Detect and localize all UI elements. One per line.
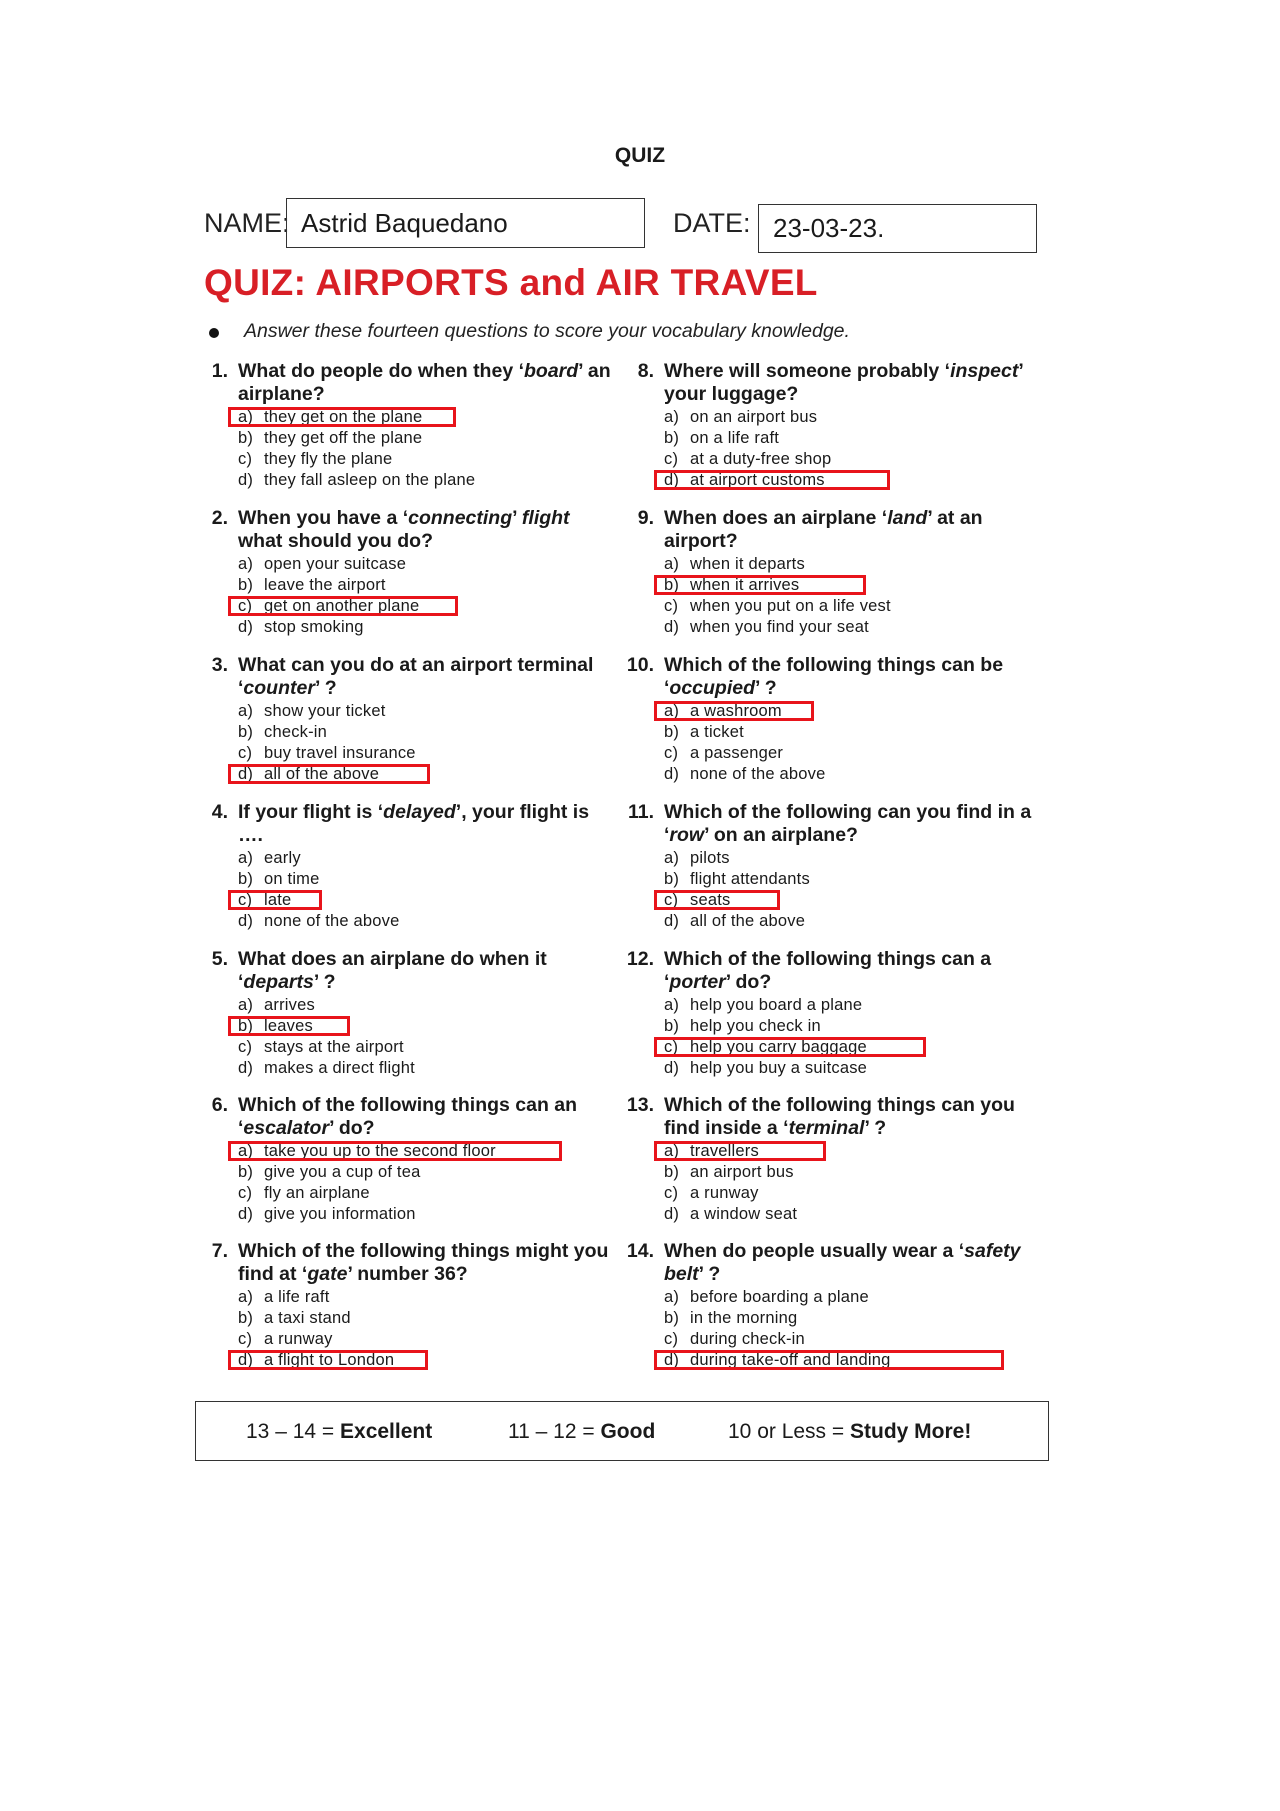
option-text: an airport bus bbox=[690, 1163, 794, 1181]
answer-option[interactable] bbox=[238, 1037, 618, 1058]
answer-option[interactable] bbox=[238, 1329, 618, 1350]
selected-answer-option[interactable] bbox=[238, 890, 618, 911]
score-good: 11 – 12 = Good bbox=[508, 1420, 656, 1443]
answer-option[interactable] bbox=[664, 1058, 1044, 1079]
answer-option[interactable] bbox=[664, 722, 1044, 743]
quiz-title: QUIZ: AIRPORTS and AIR TRAVEL bbox=[204, 262, 818, 303]
answer-option[interactable] bbox=[664, 1308, 1044, 1329]
answer-option[interactable] bbox=[238, 1308, 618, 1329]
option-letter: d) bbox=[238, 765, 254, 783]
question-14 bbox=[624, 1240, 1044, 1371]
option-letter: c) bbox=[238, 1184, 253, 1202]
answer-option[interactable] bbox=[664, 848, 1044, 869]
score-study-more: 10 or Less = Study More! bbox=[728, 1420, 972, 1443]
selected-answer-option[interactable] bbox=[664, 701, 1044, 722]
question-7 bbox=[198, 1240, 618, 1371]
answer-option[interactable] bbox=[664, 743, 1044, 764]
question-text: When does an airplane ‘land’ at an airport? bbox=[664, 507, 983, 552]
option-letter: a) bbox=[664, 1142, 680, 1160]
option-letter: b) bbox=[664, 1309, 680, 1327]
option-letter: c) bbox=[664, 1184, 679, 1202]
answer-option[interactable] bbox=[238, 1204, 618, 1225]
option-text: none of the above bbox=[690, 765, 826, 783]
option-letter: d) bbox=[664, 1205, 680, 1223]
option-text: stays at the airport bbox=[264, 1038, 404, 1056]
question-text: What can you do at an airport terminal ‘counter’ ? bbox=[238, 654, 594, 699]
option-letter: a) bbox=[238, 849, 254, 867]
answer-option[interactable] bbox=[664, 1329, 1044, 1350]
option-letter: a) bbox=[664, 702, 680, 720]
option-text: a flight to London bbox=[264, 1351, 395, 1369]
option-text: at airport customs bbox=[690, 471, 825, 489]
question-number: 7. bbox=[211, 1240, 228, 1262]
option-letter: b) bbox=[238, 1309, 254, 1327]
question-text: Which of the following things might you find at ‘gate’ number 36? bbox=[238, 1240, 609, 1285]
score-excellent: 13 – 14 = Excellent bbox=[246, 1420, 433, 1443]
name-field[interactable] bbox=[286, 198, 645, 248]
option-letter: d) bbox=[664, 1351, 680, 1369]
question-number: 14. bbox=[626, 1240, 654, 1262]
answer-option[interactable] bbox=[238, 869, 618, 890]
option-text: pilots bbox=[690, 849, 730, 867]
option-text: when you find your seat bbox=[690, 618, 869, 636]
option-text: at a duty-free shop bbox=[690, 450, 832, 468]
question-text: If your flight is ‘delayed’, your flight is …. bbox=[238, 801, 590, 846]
option-text: late bbox=[264, 891, 292, 909]
question-number: 11. bbox=[627, 801, 654, 823]
question-1 bbox=[198, 360, 618, 491]
answer-option[interactable] bbox=[238, 1183, 618, 1204]
option-letter: a) bbox=[664, 849, 680, 867]
option-letter: b) bbox=[238, 870, 254, 888]
option-letter: d) bbox=[664, 912, 680, 930]
question-number: 2. bbox=[211, 507, 228, 529]
option-text: flight attendants bbox=[690, 870, 810, 888]
question-11 bbox=[624, 801, 1044, 932]
option-letter: a) bbox=[238, 702, 254, 720]
option-letter: c) bbox=[664, 597, 679, 615]
selected-answer-option[interactable] bbox=[664, 1037, 1044, 1058]
answer-option[interactable] bbox=[664, 1162, 1044, 1183]
option-text: help you carry baggage bbox=[690, 1038, 867, 1056]
answer-option[interactable] bbox=[238, 449, 618, 470]
date-label: DATE: bbox=[673, 208, 751, 238]
option-text: help you check in bbox=[690, 1017, 821, 1035]
answer-option[interactable] bbox=[238, 911, 618, 932]
name-value: Astrid Baquedano bbox=[301, 207, 508, 238]
option-text: take you up to the second floor bbox=[264, 1142, 496, 1160]
selected-answer-option[interactable] bbox=[238, 596, 618, 617]
selected-answer-option[interactable] bbox=[664, 890, 1044, 911]
option-text: a washroom bbox=[690, 702, 782, 720]
option-letter: b) bbox=[238, 723, 254, 741]
option-text: give you a cup of tea bbox=[264, 1163, 421, 1181]
selected-answer-option[interactable] bbox=[238, 1016, 618, 1037]
answer-option[interactable] bbox=[238, 743, 618, 764]
question-4 bbox=[198, 801, 618, 932]
option-letter: d) bbox=[238, 1059, 254, 1077]
option-text: makes a direct flight bbox=[264, 1059, 415, 1077]
question-text: Which of the following things can you find inside a ‘terminal’ ? bbox=[664, 1094, 1015, 1139]
question-number: 8. bbox=[637, 360, 654, 382]
answer-option[interactable] bbox=[664, 1204, 1044, 1225]
option-letter: b) bbox=[664, 576, 680, 594]
option-letter: d) bbox=[664, 618, 680, 636]
option-text: get on another plane bbox=[264, 597, 420, 615]
selected-answer-option[interactable] bbox=[664, 470, 1044, 491]
question-text: Which of the following things can an ‘escalator’ do? bbox=[238, 1094, 578, 1139]
instructions: Answer these fourteen questions to score your vocabulary knowledge. bbox=[244, 320, 850, 342]
answer-option[interactable] bbox=[238, 1287, 618, 1308]
answer-option[interactable] bbox=[238, 554, 618, 575]
option-letter: d) bbox=[238, 1351, 254, 1369]
option-text: in the morning bbox=[690, 1309, 798, 1327]
question-13 bbox=[624, 1094, 1044, 1225]
date-field[interactable] bbox=[758, 204, 1037, 253]
option-text: they fly the plane bbox=[264, 450, 393, 468]
answer-option[interactable] bbox=[664, 596, 1044, 617]
option-text: a taxi stand bbox=[264, 1309, 351, 1327]
date-value: 23-03-23. bbox=[773, 213, 885, 243]
option-text: before boarding a plane bbox=[690, 1288, 869, 1306]
question-text: Where will someone probably ‘inspect’ your luggage? bbox=[664, 360, 1023, 405]
option-text: during check-in bbox=[690, 1330, 805, 1348]
option-letter: b) bbox=[238, 429, 254, 447]
answer-option[interactable] bbox=[664, 1016, 1044, 1037]
question-number: 12. bbox=[626, 948, 654, 970]
option-letter: d) bbox=[238, 618, 254, 636]
option-text: seats bbox=[690, 891, 731, 909]
option-letter: b) bbox=[664, 429, 680, 447]
option-letter: a) bbox=[238, 408, 254, 426]
option-letter: b) bbox=[664, 1017, 680, 1035]
option-letter: c) bbox=[238, 1330, 253, 1348]
option-text: they fall asleep on the plane bbox=[264, 471, 476, 489]
question-8 bbox=[624, 360, 1044, 491]
option-letter: d) bbox=[238, 471, 254, 489]
option-text: a runway bbox=[264, 1330, 333, 1348]
answer-option[interactable] bbox=[238, 428, 618, 449]
option-letter: b) bbox=[238, 1017, 254, 1035]
answer-option[interactable] bbox=[664, 428, 1044, 449]
selected-answer-option[interactable] bbox=[664, 575, 1044, 596]
option-letter: c) bbox=[664, 1038, 679, 1056]
selected-answer-option[interactable] bbox=[238, 1141, 618, 1162]
option-letter: a) bbox=[238, 1288, 254, 1306]
answer-option[interactable] bbox=[664, 764, 1044, 785]
page-label: QUIZ bbox=[614, 144, 666, 167]
question-10 bbox=[624, 654, 1044, 785]
option-text: early bbox=[264, 849, 301, 867]
answer-option[interactable] bbox=[664, 995, 1044, 1016]
question-text: When do people usually wear a ‘safety belt’ ? bbox=[664, 1240, 1021, 1285]
option-letter: b) bbox=[664, 870, 680, 888]
answer-option[interactable] bbox=[664, 1287, 1044, 1308]
option-letter: a) bbox=[238, 555, 254, 573]
question-text: What do people do when they ‘board’ an airplane? bbox=[238, 360, 611, 405]
answer-option[interactable] bbox=[664, 1183, 1044, 1204]
option-letter: c) bbox=[664, 744, 679, 762]
question-number: 4. bbox=[211, 801, 228, 823]
answer-option[interactable] bbox=[664, 911, 1044, 932]
option-letter: a) bbox=[238, 1142, 254, 1160]
name-label: NAME: bbox=[204, 208, 290, 238]
option-letter: c) bbox=[238, 450, 253, 468]
question-5 bbox=[198, 948, 618, 1079]
option-text: a runway bbox=[690, 1184, 759, 1202]
option-letter: b) bbox=[664, 723, 680, 741]
option-text: when it departs bbox=[690, 555, 805, 573]
selected-answer-option[interactable] bbox=[664, 1141, 1044, 1162]
answer-option[interactable] bbox=[664, 449, 1044, 470]
question-number: 1. bbox=[211, 360, 228, 382]
question-number: 13. bbox=[626, 1094, 654, 1116]
question-12 bbox=[624, 948, 1044, 1079]
option-letter: c) bbox=[238, 597, 253, 615]
option-text: all of the above bbox=[264, 765, 380, 783]
question-2 bbox=[198, 507, 618, 638]
option-letter: b) bbox=[238, 1163, 254, 1181]
option-text: on a life raft bbox=[690, 429, 780, 447]
option-text: leave the airport bbox=[264, 576, 386, 594]
option-text: a window seat bbox=[690, 1205, 798, 1223]
question-number: 6. bbox=[211, 1094, 228, 1116]
selected-answer-option[interactable] bbox=[238, 764, 618, 785]
option-letter: c) bbox=[664, 891, 679, 909]
question-number: 3. bbox=[211, 654, 228, 676]
answer-option[interactable] bbox=[238, 470, 618, 491]
option-text: help you board a plane bbox=[690, 996, 863, 1014]
option-letter: c) bbox=[664, 1330, 679, 1348]
answer-option[interactable] bbox=[238, 1058, 618, 1079]
selected-answer-option[interactable] bbox=[238, 1350, 618, 1371]
option-text: fly an airplane bbox=[264, 1184, 370, 1202]
selected-answer-option[interactable] bbox=[664, 1350, 1044, 1371]
bullet-icon bbox=[209, 328, 219, 338]
option-text: on an airport bus bbox=[690, 408, 818, 426]
selected-answer-option[interactable] bbox=[238, 407, 618, 428]
option-text: check-in bbox=[264, 723, 328, 741]
answer-option[interactable] bbox=[664, 554, 1044, 575]
answer-option[interactable] bbox=[664, 407, 1044, 428]
option-letter: a) bbox=[664, 555, 680, 573]
option-letter: c) bbox=[664, 450, 679, 468]
answer-option[interactable] bbox=[238, 848, 618, 869]
option-text: they get on the plane bbox=[264, 408, 423, 426]
option-text: a ticket bbox=[690, 723, 744, 741]
answer-option[interactable] bbox=[238, 722, 618, 743]
option-letter: d) bbox=[664, 1059, 680, 1077]
option-letter: d) bbox=[664, 471, 680, 489]
option-text: when you put on a life vest bbox=[690, 597, 891, 615]
question-9 bbox=[624, 507, 1044, 638]
option-letter: d) bbox=[238, 1205, 254, 1223]
question-text: Which of the following things can be ‘occupied’ ? bbox=[664, 654, 1004, 699]
option-text: on time bbox=[264, 870, 320, 888]
option-text: travellers bbox=[690, 1142, 759, 1160]
option-text: open your suitcase bbox=[264, 555, 407, 573]
question-text: Which of the following can you find in a ‘row’ on an airplane? bbox=[664, 801, 1032, 846]
option-text: they get off the plane bbox=[264, 429, 423, 447]
option-letter: b) bbox=[664, 1163, 680, 1181]
answer-option[interactable] bbox=[238, 617, 618, 638]
option-text: arrives bbox=[264, 996, 315, 1014]
option-letter: a) bbox=[238, 996, 254, 1014]
question-number: 5. bbox=[211, 948, 228, 970]
option-text: buy travel insurance bbox=[264, 744, 416, 762]
option-text: none of the above bbox=[264, 912, 400, 930]
answer-option[interactable] bbox=[664, 869, 1044, 890]
question-text: Which of the following things can a ‘porter’ do? bbox=[664, 948, 992, 993]
option-letter: a) bbox=[664, 996, 680, 1014]
option-text: during take-off and landing bbox=[690, 1351, 891, 1369]
option-text: a passenger bbox=[690, 744, 784, 762]
question-number: 10. bbox=[626, 654, 654, 676]
question-text: When you have a ‘connecting’ flight what should you do? bbox=[238, 507, 570, 552]
question-6 bbox=[198, 1094, 618, 1225]
question-3 bbox=[198, 654, 618, 785]
option-letter: c) bbox=[238, 1038, 253, 1056]
option-text: help you buy a suitcase bbox=[690, 1059, 868, 1077]
answer-option[interactable] bbox=[664, 617, 1044, 638]
option-letter: a) bbox=[664, 1288, 680, 1306]
option-letter: c) bbox=[238, 891, 253, 909]
score-legend bbox=[195, 1401, 1049, 1461]
option-text: leaves bbox=[264, 1017, 313, 1035]
question-number: 9. bbox=[637, 507, 654, 529]
option-text: show your ticket bbox=[264, 702, 386, 720]
option-text: all of the above bbox=[690, 912, 806, 930]
option-letter: d) bbox=[664, 765, 680, 783]
option-text: a life raft bbox=[264, 1288, 330, 1306]
option-letter: a) bbox=[664, 408, 680, 426]
option-text: give you information bbox=[264, 1205, 416, 1223]
answer-option[interactable] bbox=[238, 575, 618, 596]
answer-option[interactable] bbox=[238, 1162, 618, 1183]
question-text: What does an airplane do when it ‘departs’ ? bbox=[238, 948, 547, 993]
option-letter: c) bbox=[238, 744, 253, 762]
option-letter: d) bbox=[238, 912, 254, 930]
option-text: stop smoking bbox=[264, 618, 364, 636]
answer-option[interactable] bbox=[238, 995, 618, 1016]
option-letter: b) bbox=[238, 576, 254, 594]
option-text: when it arrives bbox=[690, 576, 800, 594]
answer-option[interactable] bbox=[238, 701, 618, 722]
